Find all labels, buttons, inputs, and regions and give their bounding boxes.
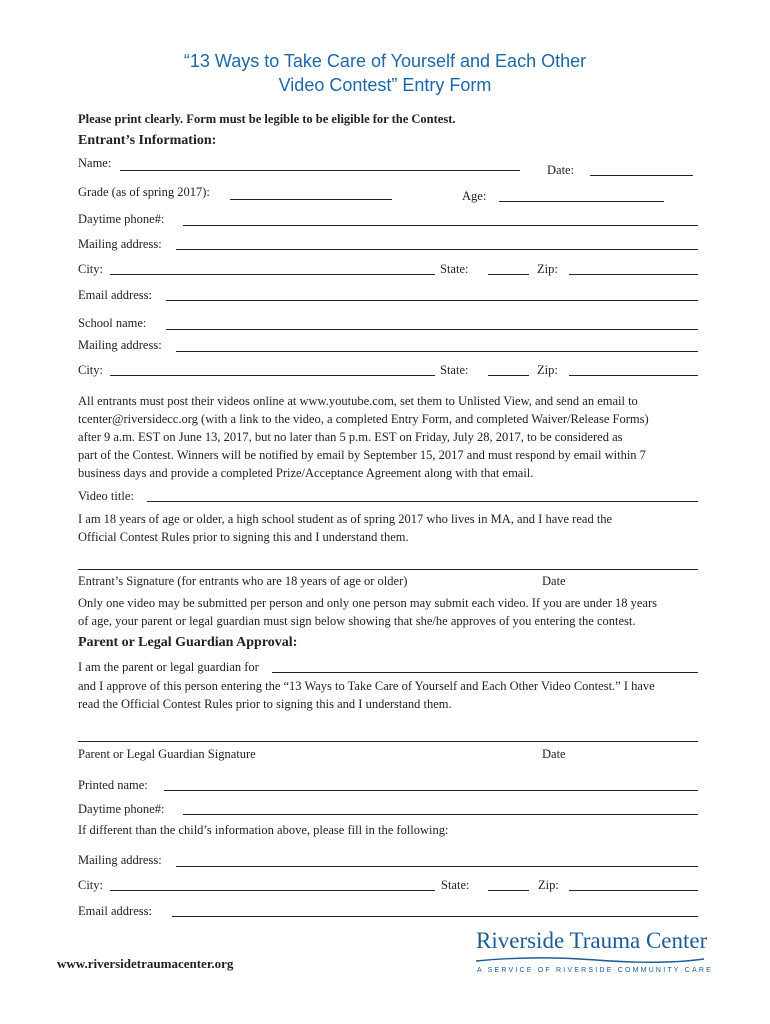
guardian-signature-field[interactable] — [78, 741, 698, 742]
entrant-signature-field[interactable] — [78, 569, 698, 570]
school-zip-label: Zip: — [537, 363, 558, 377]
guardian-phone-label: Daytime phone#: — [78, 802, 165, 816]
one-video-line: Only one video may be submitted per person and only one person may submit each video. If you are under 18 years — [78, 596, 658, 610]
guardian-city-label: City: — [78, 878, 104, 892]
school-zip-field[interactable] — [569, 375, 698, 376]
guardian-zip-label: Zip: — [538, 878, 559, 892]
guardian-email-label: Email address: — [78, 904, 152, 918]
logo-subtitle: A SERVICE OF RIVERSIDE COMMUNITY CARE — [477, 967, 713, 974]
rules-line: business days and provide a completed Prize/Acceptance Agreement along with that email. — [78, 466, 534, 480]
rules-line: All entrants must post their videos online at www.youtube.com, set them to Unlisted View, and send an email to — [78, 394, 638, 408]
name-field[interactable] — [120, 170, 520, 171]
school-name-field[interactable] — [166, 329, 698, 330]
city-field[interactable] — [110, 274, 435, 275]
one-video-line: of age, your parent or legal guardian must sign below showing that she/he approves of you entering the contest. — [78, 614, 636, 628]
form-title-line-2: Video Contest” Entry Form — [278, 75, 492, 95]
rules-line: tcenter@riversidecc.org (with a link to the video, a completed Entry Form, and completed Waiver/Release Forms) — [78, 412, 649, 426]
guardian-child-name-field[interactable] — [272, 672, 698, 673]
guardian-for-label: I am the parent or legal guardian for — [78, 660, 259, 674]
printed-name-label: Printed name: — [78, 778, 148, 792]
grade-label: Grade (as of spring 2017): — [78, 185, 210, 199]
entrant-signature-label: Entrant’s Signature (for entrants who are 18 years of age or older) — [78, 574, 408, 588]
video-title-label: Video title: — [78, 489, 134, 503]
email-label: Email address: — [78, 288, 152, 302]
mailing-field[interactable] — [176, 249, 698, 250]
rules-paragraph — [78, 392, 698, 482]
entrant-heading: Entrant’s Information: — [78, 133, 217, 148]
guardian-state-field[interactable] — [488, 890, 529, 891]
school-name-label: School name: — [78, 316, 147, 330]
logo-wave-icon — [476, 956, 704, 964]
zip-label: Zip: — [537, 262, 558, 276]
phone-label: Daytime phone#: — [78, 212, 165, 226]
school-mailing-field[interactable] — [176, 351, 698, 352]
riverside-logo — [476, 928, 711, 978]
guardian-approval-line: and I approve of this person entering the “13 Ways to Take Care of Yourself and Each Other Video Contest.” I have — [78, 679, 655, 693]
zip-field[interactable] — [569, 274, 698, 275]
date-label: Date: — [547, 163, 575, 177]
age-field[interactable] — [499, 201, 664, 202]
form-title-line-1: “13 Ways to Take Care of Yourself and Each Other — [183, 51, 587, 71]
mailing-label: Mailing address: — [78, 237, 162, 251]
school-city-label: City: — [78, 363, 104, 377]
school-state-label: State: — [440, 363, 469, 377]
logo-name: Riverside Trauma Center — [476, 928, 708, 953]
phone-field[interactable] — [183, 225, 698, 226]
affirmation-line: Official Contest Rules prior to signing this and I understand them. — [78, 530, 409, 544]
affirmation-line: I am 18 years of age or older, a high school student as of spring 2017 who lives in MA, and I have read the — [78, 512, 613, 526]
school-city-field[interactable] — [110, 375, 435, 376]
rules-line: part of the Contest. Winners will be notified by email by September 15, 2017 and must respond by email within 7 — [78, 448, 646, 462]
one-video-text — [78, 594, 698, 630]
age-label: Age: — [462, 189, 487, 203]
city-label: City: — [78, 262, 104, 276]
guardian-zip-field[interactable] — [569, 890, 698, 891]
state-label: State: — [440, 262, 469, 276]
rules-line: after 9 a.m. EST on June 13, 2017, but no later than 5 p.m. EST on Friday, July 28, 2017, to be considered as — [78, 430, 623, 444]
affirmation-text — [78, 510, 698, 546]
guardian-state-label: State: — [441, 878, 470, 892]
printed-name-field[interactable] — [164, 790, 698, 791]
state-field[interactable] — [488, 274, 529, 275]
entrant-signature-date-label: Date — [542, 574, 566, 588]
guardian-phone-field[interactable] — [183, 814, 698, 815]
guardian-email-field[interactable] — [172, 916, 698, 917]
video-title-field[interactable] — [147, 501, 698, 502]
school-state-field[interactable] — [488, 375, 529, 376]
guardian-signature-date-label: Date — [542, 747, 566, 761]
email-field[interactable] — [166, 300, 698, 301]
instruction-text: Please print clearly. Form must be legible to be eligible for the Contest. — [78, 112, 456, 126]
guardian-approval-line: read the Official Contest Rules prior to signing this and I understand them. — [78, 697, 452, 711]
guardian-mailing-label: Mailing address: — [78, 853, 162, 867]
guardian-approval-text — [78, 677, 698, 713]
different-info-text: If different than the child’s information above, please fill in the following: — [78, 823, 449, 837]
name-label: Name: — [78, 156, 112, 170]
guardian-heading: Parent or Legal Guardian Approval: — [78, 635, 298, 650]
date-field[interactable] — [590, 175, 693, 176]
guardian-signature-label: Parent or Legal Guardian Signature — [78, 747, 256, 761]
guardian-mailing-field[interactable] — [176, 866, 698, 867]
website-link[interactable]: www.riversidetraumacenter.org — [57, 956, 234, 971]
guardian-city-field[interactable] — [110, 890, 435, 891]
school-mailing-label: Mailing address: — [78, 338, 162, 352]
grade-field[interactable] — [230, 199, 392, 200]
